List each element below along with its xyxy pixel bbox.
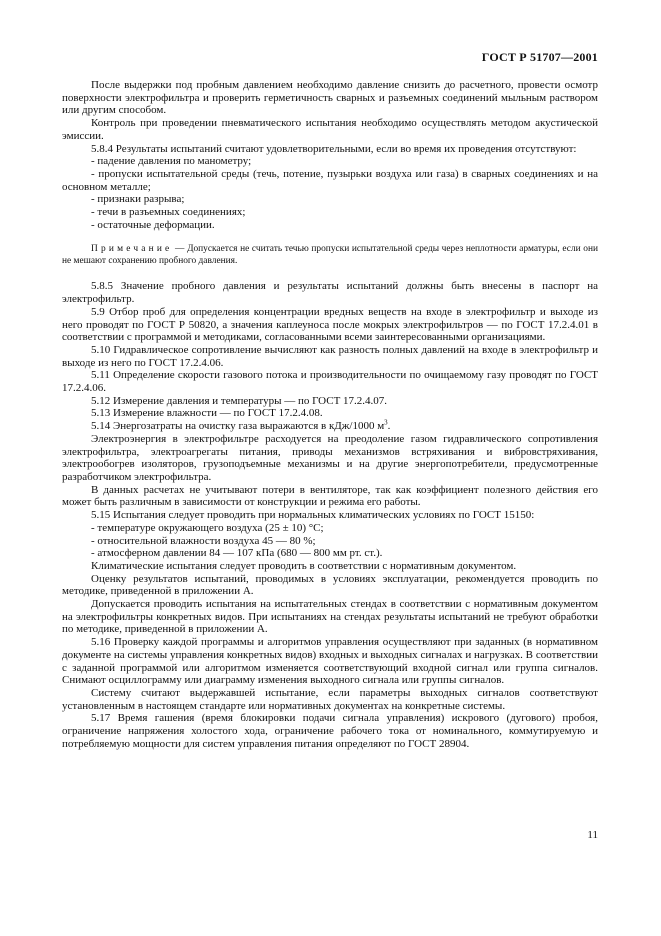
list-item: - температуре окружающего воздуха (25 ± 10) °С; xyxy=(91,521,324,534)
paragraph: 5.8.4 Результаты испытаний считают удовлетворительными, если во время их проведения отсутствуют: xyxy=(91,142,577,155)
paragraph: 5.8.5 Значение пробного давления и результаты испытаний должны быть внесены в паспорт на электрофильтр. xyxy=(62,280,598,306)
list-item: - падение давления по манометру; xyxy=(91,155,252,168)
paragraph: Контроль при проведении пневматического испытания необходимо осуществлять методом акустической эмиссии. xyxy=(62,117,598,142)
energy-superscript: 3 xyxy=(384,418,388,427)
list-item: - относительной влажности воздуха 45 — 80 %; xyxy=(91,534,316,547)
list-item: - остаточные деформации. xyxy=(91,218,215,231)
paragraph: 5.11 Определение скорости газового потока и производительности по очищаемому газу проводят по ГОСТ 17.2.4.06. xyxy=(62,369,598,395)
paragraph: Оценку результатов испытаний, проводимых в условиях эксплуатации, рекомендуется проводить по методике, приведенной в приложении А. xyxy=(62,572,598,598)
paragraph: Климатические испытания следует проводить в соответствии с нормативным документом. xyxy=(91,559,517,572)
list-item: - признаки разрыва; xyxy=(91,193,185,206)
paragraph: 5.10 Гидравлическое сопротивление вычисляют как разность полных давлений на входе в электрофильтр и выходе из него по ГОСТ 17.2.4.06. xyxy=(62,343,598,369)
list-item: - пропуски испытательной среды (течь, потение, пузырьки воздуха или газа) в сварных соединениях и на основном металле; xyxy=(62,167,598,193)
note-label: Примечание xyxy=(91,244,173,255)
energy-end: . xyxy=(387,420,391,433)
paragraph-energy xyxy=(62,420,598,433)
paragraph: 5.16 Проверку каждой программы и алгоритмов управления осуществляют при заданных (в нормативном документе на системы управления конкретных видов) входных и выходных сигналах и нагрузках. В соответствии с заданной программой или алгоритмом изменяется соответствующий входной сигнал или группа сигналов. Снимают осциллограмму или диаграмму изменения выходного сигнала или группы сигналов. xyxy=(62,636,598,687)
paragraph: 5.17 Время гашения (время блокировки подачи сигнала управления) искрового (дугового) пробоя, ограничение напряжения холостого хода, ограничение рабочего тока от номинального, коммутируемую и потребляемую мощности для систем управления питания определяют по ГОСТ 28904. xyxy=(62,712,598,750)
paragraph: 5.13 Измерение влажности — по ГОСТ 17.2.4.08. xyxy=(91,407,323,420)
list-item: - атмосферном давлении 84 — 107 кПа (680 — 800 мм рт. ст.). xyxy=(91,547,383,560)
paragraph: Систему считают выдержавшей испытание, если параметры выходных сигналов соответствуют установленным в настоящем стандарте или нормативных документах на конкретные системы. xyxy=(62,686,598,712)
paragraph: После выдержки под пробным давлением необходимо давление снизить до расчетного, провести осмотр поверхности электрофильтра и проверить герметичность сварных и разъемных соединений мыльным раствором или другим способом. xyxy=(62,79,598,117)
paragraph: 5.12 Измерение давления и температуры — по ГОСТ 17.2.4.07. xyxy=(91,394,388,407)
page-number: 11 xyxy=(587,829,598,841)
paragraph: 5.15 Испытания следует проводить при нормальных климатических условиях по ГОСТ 15150: xyxy=(91,509,535,522)
page-body xyxy=(62,79,598,750)
list-item: - течи в разъемных соединениях; xyxy=(91,206,246,219)
document-code: ГОСТ Р 51707—2001 xyxy=(481,50,598,64)
paragraph: В данных расчетах не учитывают потери в вентиляторе, так как коэффициент полезного действия его может быть различным в зависимости от конструкции и режима его работы. xyxy=(62,483,598,509)
paragraph: Электроэнергия в электрофильтре расходуется на преодоление газом гидравлического сопротивления электрофильтра, электроагрегаты питания, приводы механизмов встряхивания и вибровстряхивания, электрообогрев изоляторов, грузоподъемные механизмы и на другие энергопотребители, предусмотренные разработчиком электрофильтра. xyxy=(62,432,598,483)
note-text: — Допускается не считать течью пропуски испытательной среды через неплотности арматуры, если они не мешают сохранению пробного давления. xyxy=(62,244,598,267)
paragraph: Допускается проводить испытания на испытательных стендах в соответствии с нормативным документом на электрофильтры конкретных видов. При испытаниях на стендах результаты испытаний не требуют обработки по методике, приведенной в приложении А. xyxy=(62,598,598,636)
note xyxy=(62,243,598,267)
energy-text: 5.14 Энергозатраты на очистку газа выражаются в кДж/1000 м xyxy=(91,420,385,433)
paragraph: 5.9 Отбор проб для определения концентрации вредных веществ на входе в электрофильтр и выходе из него проводят по ГОСТ Р 50820, а значения каплеуноса после мокрых электрофильтров — по ГОСТ 17.2.4.01 в соответствии с программой и методиками, согласованными всеми заинтересованными организациями. xyxy=(62,305,598,344)
